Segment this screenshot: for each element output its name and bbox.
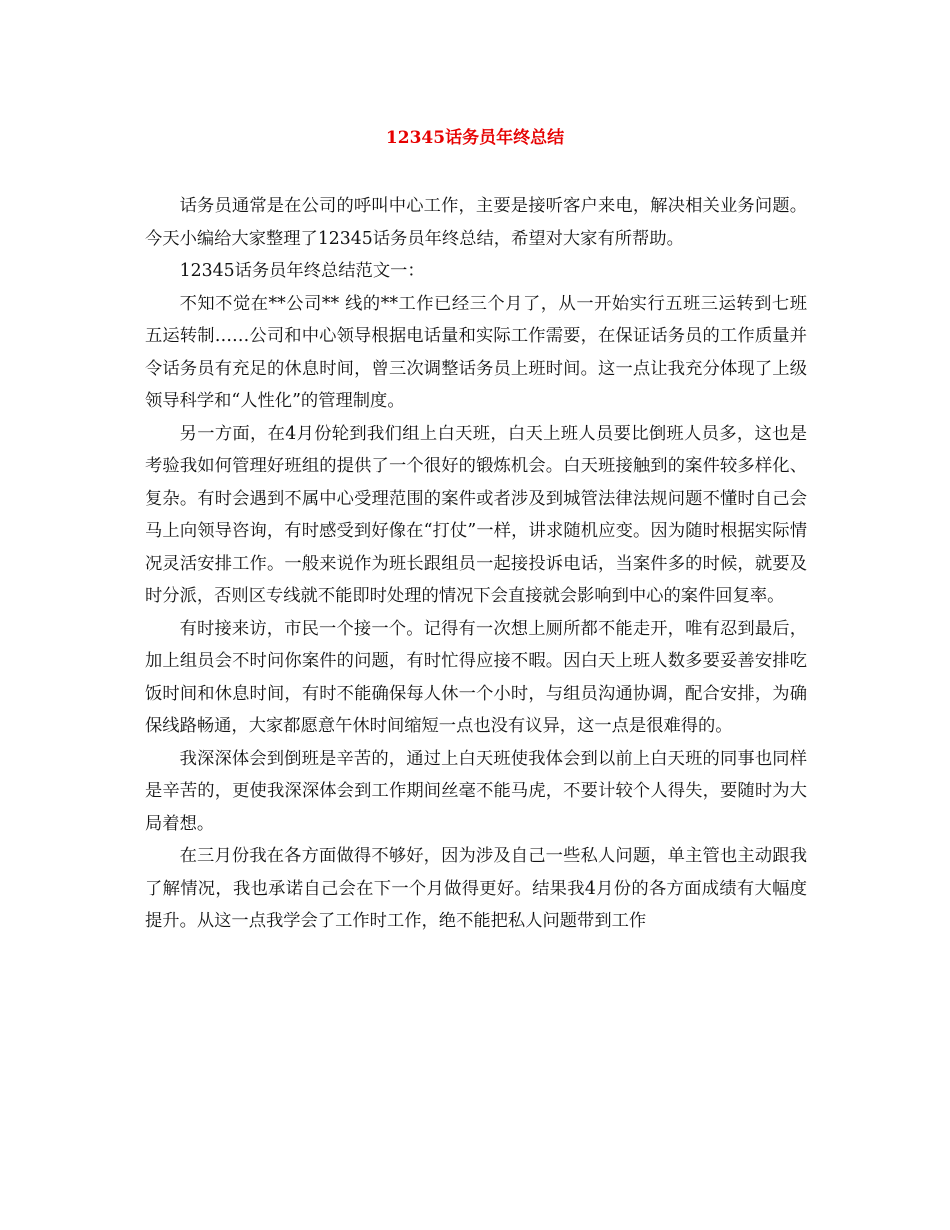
paragraph-schedule: 不知不觉在**公司** 线的**工作已经三个月了，从一开始实行五班三运转到七班五运转制……公司和中心领导根据电话量和实际工作需要，在保证话务员的工作质量并令话务员有充足的休息时间，曾三次调整话务员上班时间。这一点让我充分体现了上级领导科学和“人性化”的管理制度。 xyxy=(145,293,807,411)
document-body xyxy=(145,190,807,938)
document-title: 12345话务员年终总结 xyxy=(385,128,565,148)
paragraph-improvement: 在三月份我在各方面做得不够好，因为涉及自己一些私人问题，单主管也主动跟我了解情况，我也承诺自己会在下一个月做得更好。结果我4月份的各方面成绩有大幅度提升。从这一点我学会了工作时工作，绝不能把私人问题带到工作 xyxy=(145,846,807,931)
paragraph-visitors: 有时接来访，市民一个接一个。记得有一次想上厕所都不能走开，唯有忍到最后，加上组员会不时问你案件的问题，有时忙得应接不暇。因白天上班人数多要妥善安排吃饭时间和休息时间，有时不能确保每人休一个小时，与组员沟通协调，配合安排，为确保线路畅通，大家都愿意午休时间缩短一点也没有议异，这一点是很难得的。 xyxy=(145,618,807,736)
paragraph-day-shift: 另一方面，在4月份轮到我们组上白天班，白天上班人员要比倒班人员多，这也是考验我如何管理好班组的提供了一个很好的锻炼机会。白天班接触到的案件较多样化、复杂。有时会遇到不属中心受理范围的案件或者涉及到城管法律法规问题不懂时自己会马上向领导咨询，有时感受到好像在“打仗”一样，讲求随机应变。因为随时根据实际情况灵活安排工作。一般来说作为班长跟组员一起接投诉电话，当案件多的时候，就要及时分派，否则区专线就不能即时处理的情况下会直接就会影响到中心的案件回复率。 xyxy=(145,423,807,606)
paragraph-intro: 话务员通常是在公司的呼叫中心工作，主要是接听客户来电，解决相关业务问题。今天小编给大家整理了12345话务员年终总结，希望对大家有所帮助。 xyxy=(145,196,807,249)
paragraph-reflection: 我深深体会到倒班是辛苦的，通过上白天班使我体会到以前上白天班的同事也同样是辛苦的，更使我深深体会到工作期间丝毫不能马虎，不要计较个人得失，要随时为大局着想。 xyxy=(145,748,807,834)
paragraph-sample-heading: 12345话务员年终总结范文一： xyxy=(179,261,425,281)
